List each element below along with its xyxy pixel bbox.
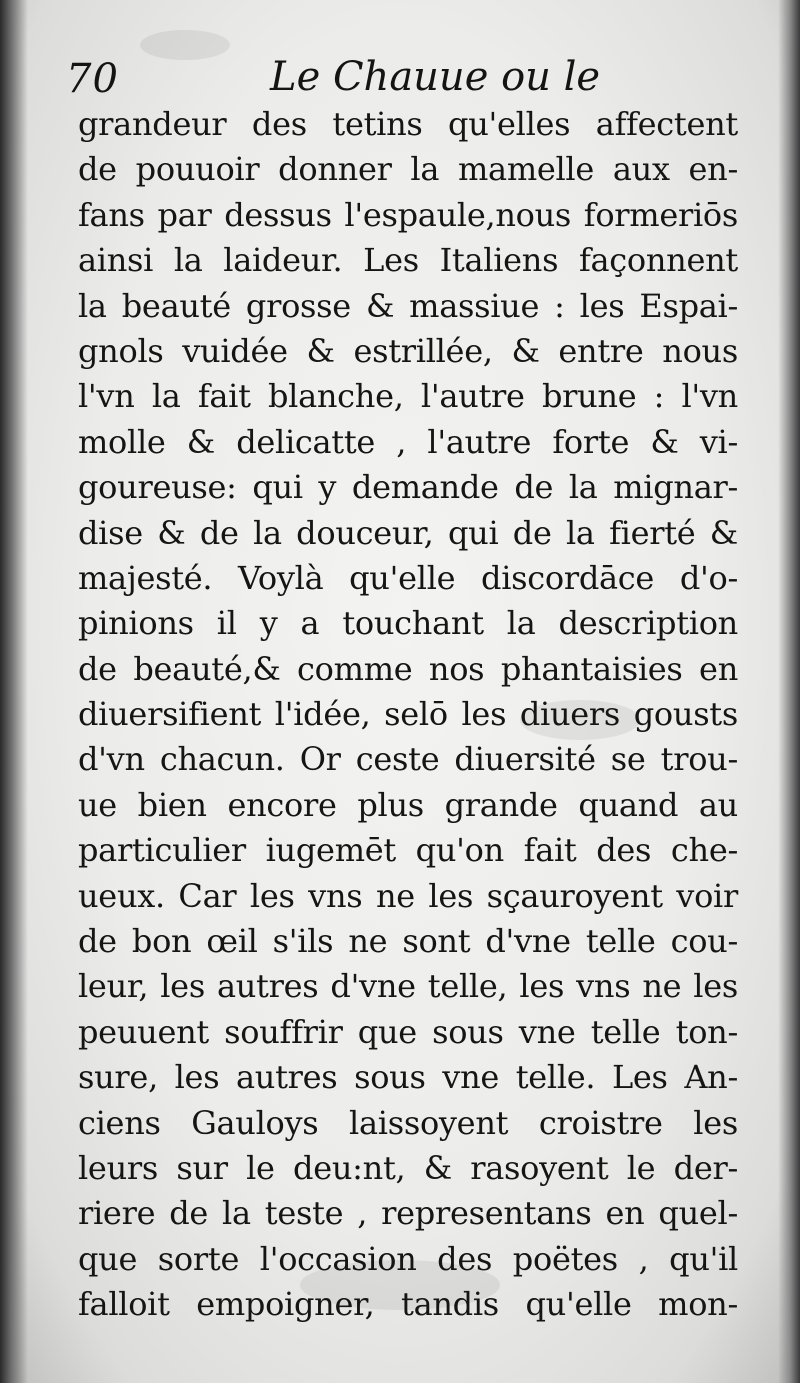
text-line: peuuent souffrir que sous vne telle ton- — [78, 1012, 738, 1051]
text-line: sure, les autres sous vne telle. Les An- — [78, 1058, 738, 1097]
text-line: riere de la teste , representans en quel- — [78, 1194, 738, 1233]
text-line: diuersifient l'idée, selō les diuers gousts — [78, 695, 738, 734]
text-line: gnols vuidée & estrillée, & entre nous — [78, 331, 738, 370]
text-line: de bon œil s'ils ne sont d'vne telle cou- — [78, 922, 738, 961]
text-line: que sorte l'occasion des poëtes , qu'il — [78, 1239, 738, 1278]
text-line: majesté. Voylà qu'elle discordāce d'o- — [78, 558, 738, 597]
text-line: pinions il y a touchant la description — [78, 604, 738, 643]
running-head — [62, 50, 722, 106]
text-line: de pouuoir donner la mamelle aux en- — [78, 150, 738, 189]
text-line: goureuse: qui y demande de la mignar- — [78, 468, 738, 507]
text-line: falloit empoigner, tandis qu'elle mon- — [78, 1285, 738, 1324]
text-line: leur, les autres d'vne telle, les vns ne les — [78, 967, 738, 1006]
text-line: ciens Gauloys laissoyent croistre les — [78, 1103, 738, 1142]
text-line: ainsi la laideur. Les Italiens façonnent — [78, 241, 738, 280]
text-line: la beauté grosse & massiue : les Espai- — [78, 286, 738, 325]
text-line: grandeur des tetins qu'elles affectent — [78, 105, 738, 143]
text-line: dise & de la douceur, qui de la fierté & — [78, 513, 738, 552]
text-line: d'vn chacun. Or ceste diuersité se trou- — [78, 740, 738, 779]
text-line: l'vn la fait blanche, l'autre brune : l'vn — [78, 377, 738, 416]
running-title: Le Chauue ou le — [270, 54, 601, 100]
text-line: molle & delicatte , l'autre forte & vi- — [78, 422, 738, 461]
page-number: 70 — [66, 56, 119, 102]
text-line: fans par dessus l'espaule,nous formeriōs — [78, 195, 738, 234]
text-line: ue bien encore plus grande quand au — [78, 785, 738, 824]
text-line: de beauté,& comme nos phantaisies en — [78, 649, 738, 688]
body-text — [78, 102, 738, 1328]
text-line: particulier iugemēt qu'on fait des che- — [78, 831, 738, 870]
text-line: ueux. Car les vns ne les sçauroyent voir — [78, 876, 738, 915]
text-line: leurs sur le deu:nt, & rasoyent le der- — [78, 1148, 738, 1187]
